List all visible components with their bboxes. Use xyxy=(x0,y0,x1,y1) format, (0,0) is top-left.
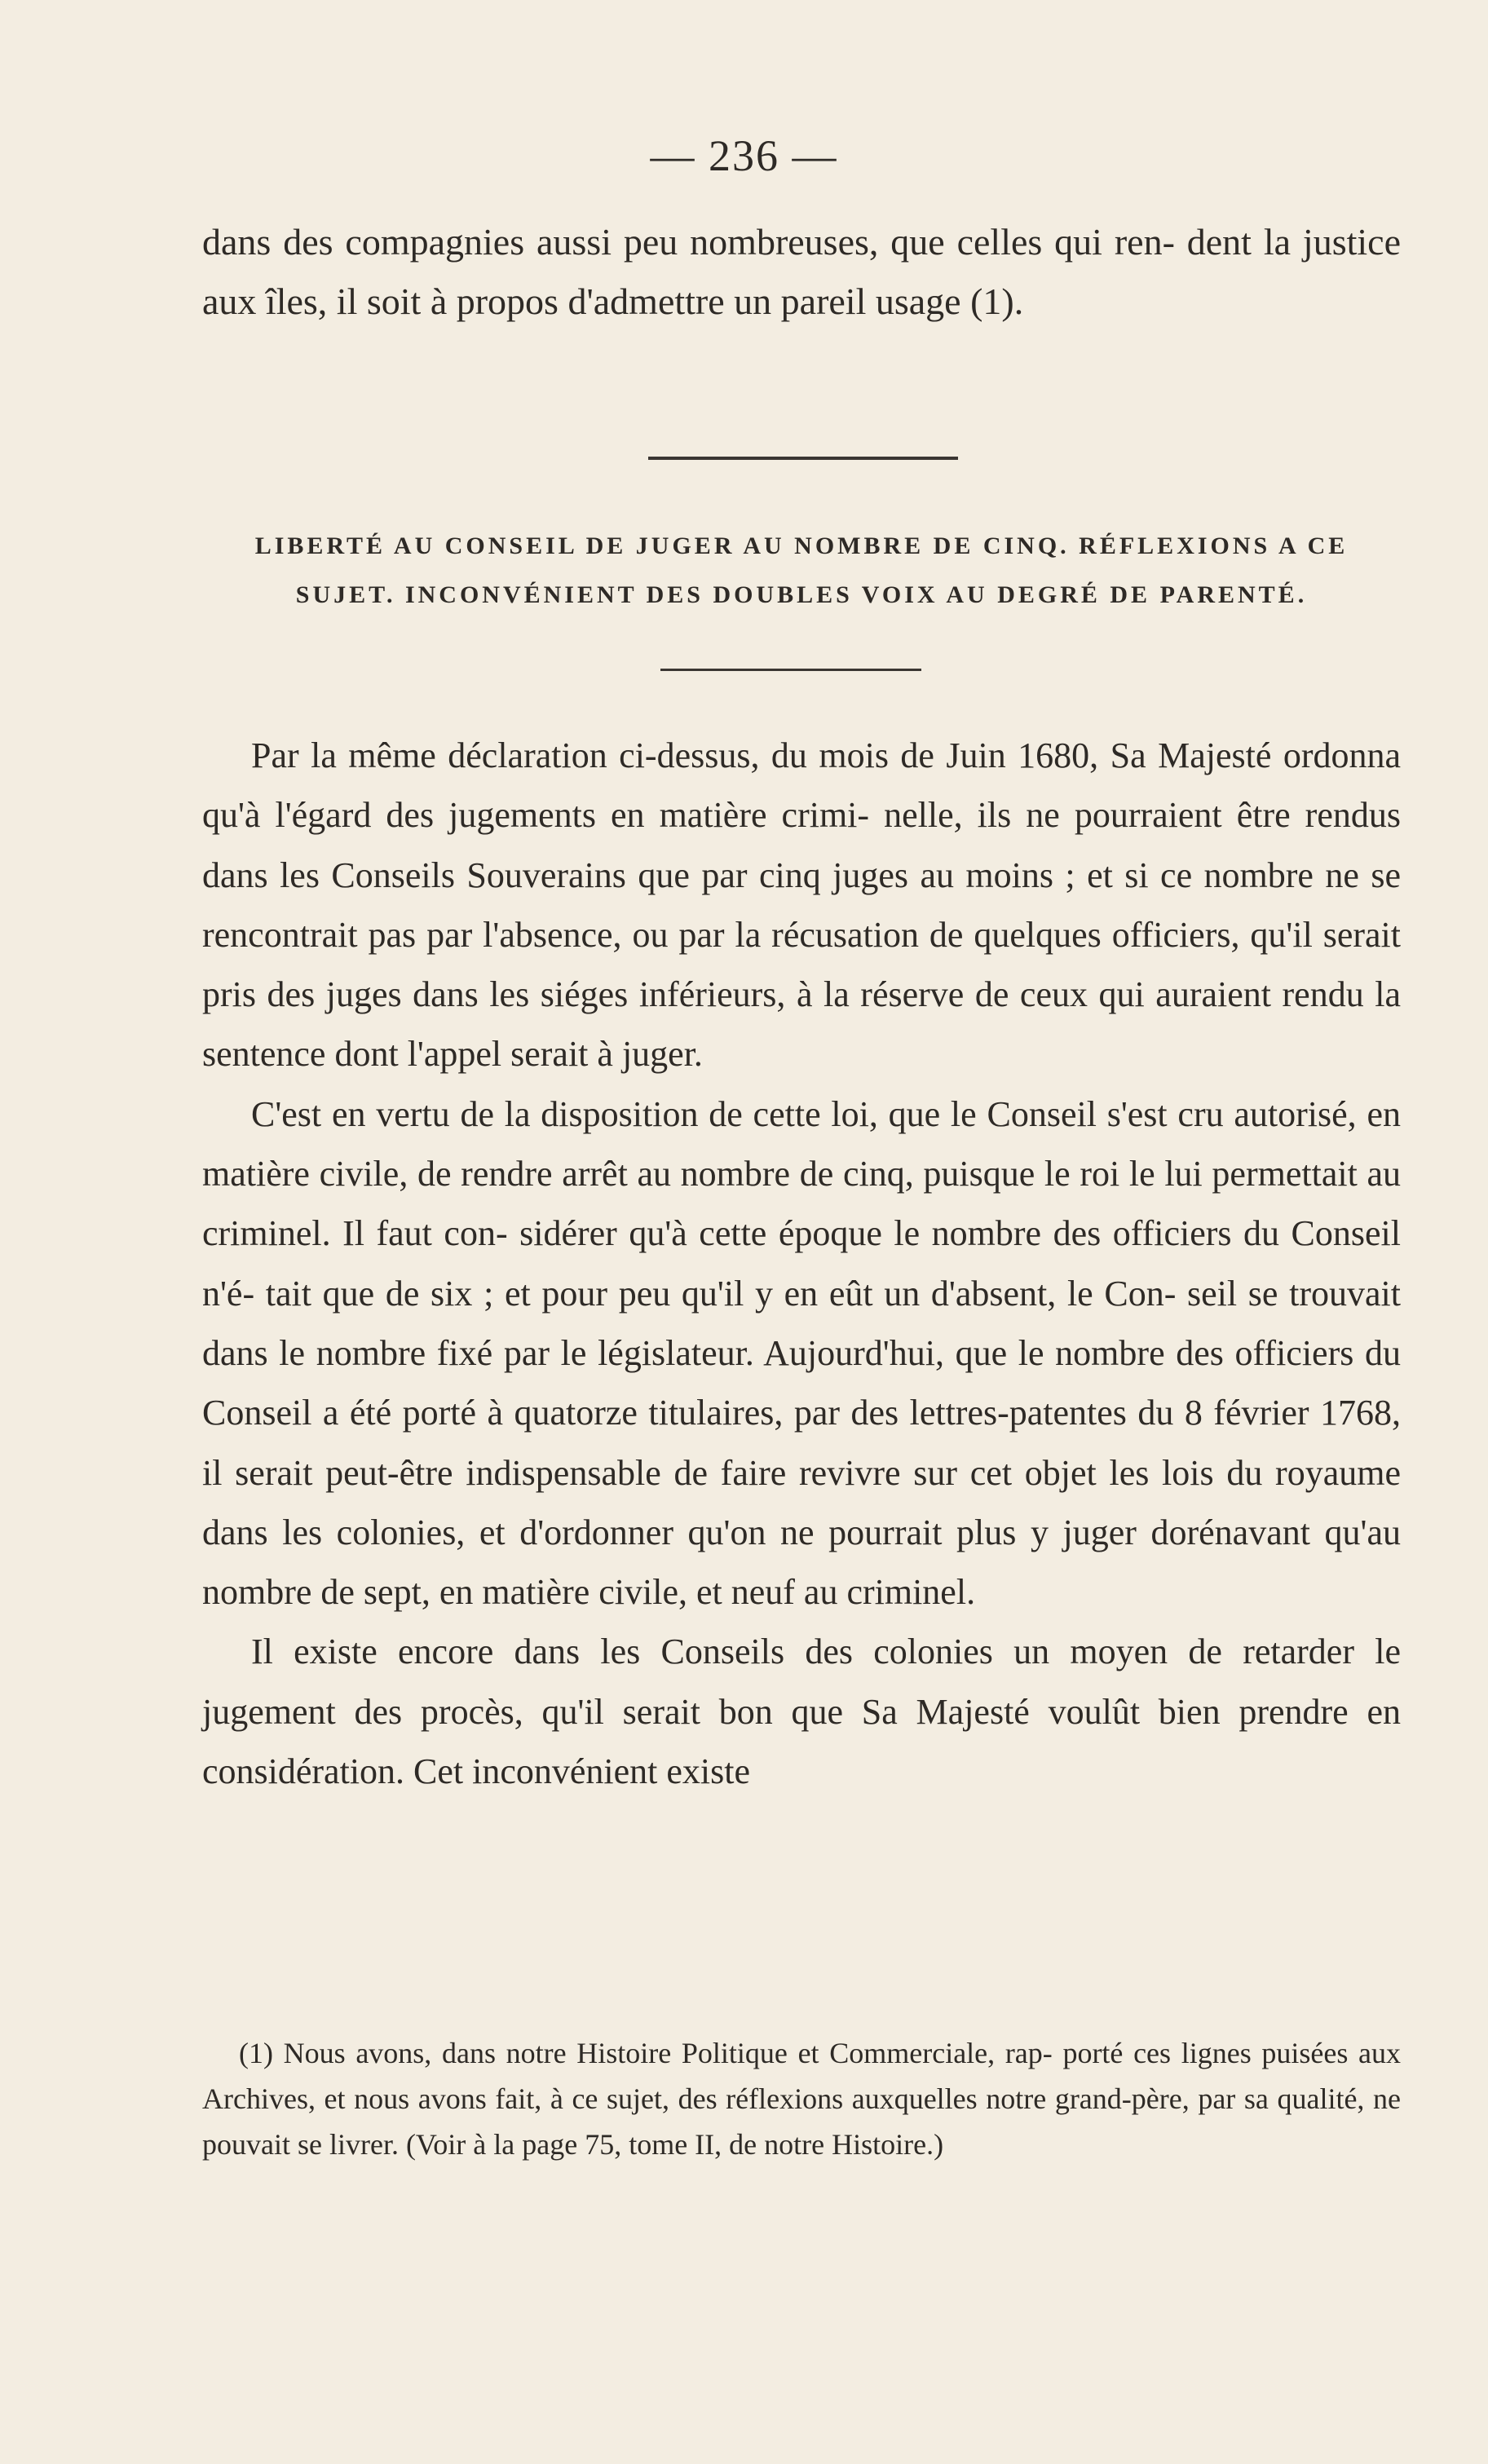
paragraph-1: Par la même déclaration ci-dessus, du mois de Juin 1680, Sa Majesté ordonna qu'à l'égard des jugements en matière crimi- nelle, ils ne pourraient être rendus dans les Conseils Souverains que par cinq juges au moins ; et si ce nombre ne se rencontrait pas par l'absence, ou par la récusation de quelques officiers, qu'il serait pris des juges dans les siéges inférieurs, à la réserve de ceux qui auraient rendu la sentence dont l'appel serait à juger. xyxy=(202,735,1401,1075)
footnote: (1) Nous avons, dans notre Histoire Politique et Commerciale, rap- porté ces lignes puisées aux Archives, et nous avons fait, à ce sujet, des réflexions auxquelles notre grand-père, par sa qualité, ne pouvait se livrer. (Voir à la page 75, tome II, de notre Histoire.) xyxy=(202,2037,1401,2161)
paragraph-2: C'est en vertu de la disposition de cette loi, que le Conseil s'est cru autorisé, en matière civile, de rendre arrêt au nombre de cinq, puisque le roi le lui permettait au criminel. Il faut con- sidérer qu'à cette époque le nombre des officiers du Conseil n'é- tait que de six ; et pour peu qu'il y en eût un d'absent, le Con- seil se trouvait dans le nombre fixé par le législateur. Aujourd'hui, que le nombre des officiers du Conseil a été porté à quatorze titulaires, par des lettres-patentes du 8 février 1768, il serait peut-être indispensable de faire revivre sur cet objet les lois du royaume dans les colonies, et d'ordonner qu'on ne pourrait plus y juger dorénavant qu'au nombre de sept, en matière civile, et neuf au criminel. xyxy=(202,1093,1401,1613)
section-divider-top xyxy=(648,457,958,460)
section-divider-bottom xyxy=(660,669,921,671)
section-heading: LIBERTÉ AU CONSEIL DE JUGER AU NOMBRE DE CINQ. RÉFLEXIONS A CE SUJET. INCONVÉNIENT DES DOUBLES VOIX AU DEGRÉ DE PARENTÉ. xyxy=(254,532,1349,608)
paragraph-3: Il existe encore dans les Conseils des colonies un moyen de retarder le jugement des procès, qu'il serait bon que Sa Majesté voulût bien prendre en considération. Cet inconvénient existe xyxy=(202,1632,1401,1792)
page-number: — 236 — xyxy=(650,131,838,180)
body-text xyxy=(202,726,1401,1801)
continued-paragraph: dans des compagnies aussi peu nombreuses, que celles qui ren- dent la justice aux îles, il soit à propos d'admettre un pareil usage (1). xyxy=(202,221,1401,322)
